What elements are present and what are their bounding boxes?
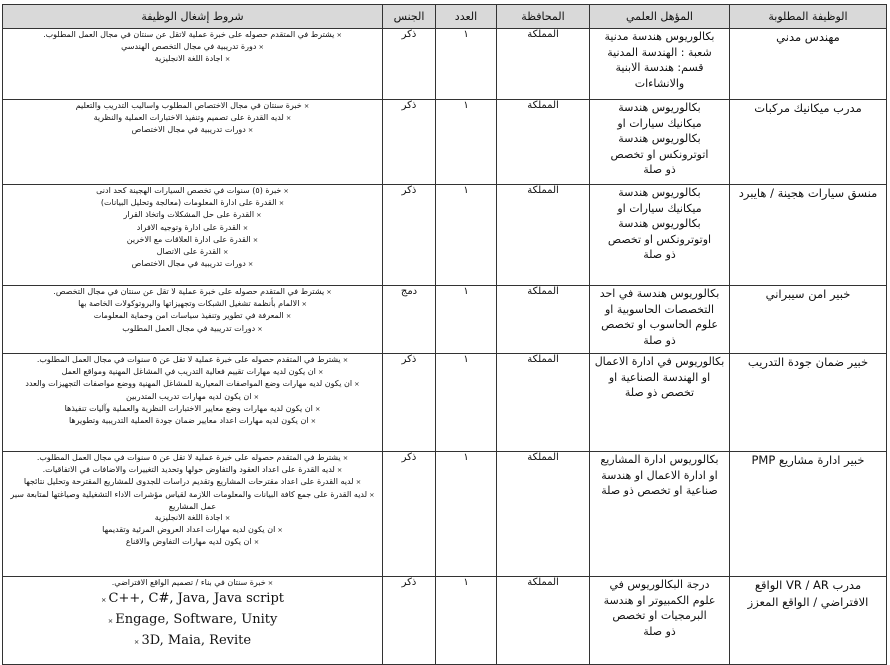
condition-item: × لديه القدرة على جمع كافة البيانات والمعلومات اللازمة لقياس مؤشرات الاداء التشغيلية وصياغتها لمتابعة سير عمل المشاريع xyxy=(3,489,382,512)
conditions-cell xyxy=(3,100,383,185)
condition-item: × اجادة اللغة الانجليزية xyxy=(3,512,382,524)
qualification-cell xyxy=(590,354,730,452)
header-gender: الجنس xyxy=(383,5,436,29)
count-cell: ١ xyxy=(436,100,497,185)
condition-item: × دورة تدريبية في مجال التخصص الهندسي xyxy=(3,41,382,53)
qualification-line: قسم: هندسة الابنية xyxy=(615,61,704,74)
conditions-cell xyxy=(3,29,383,100)
header-row xyxy=(3,5,887,29)
condition-item: × لديه القدرة على تصميم وتنفيذ الاختبارات العملية والنظرية xyxy=(3,112,382,124)
table-row xyxy=(3,286,887,354)
condition-item: × القدرة على حل المشكلات واتخاذ القرار xyxy=(3,209,382,221)
job-title: مدرب VR / AR الواقع الافتراضي / الواقع المعزز xyxy=(730,577,887,665)
condition-item: × C++, C#, Java, Java script xyxy=(3,589,382,610)
condition-item: × خبرة (٥) سنوات في تخصص السيارات الهجينة كحد ادنى xyxy=(3,185,382,197)
qualification-line: درجة البكالوريوس في xyxy=(609,578,710,591)
governorate-cell: المملكة xyxy=(497,185,590,286)
qualification-line: او ادارة الاعمال او هندسة xyxy=(601,468,718,482)
conditions-cell xyxy=(3,354,383,452)
qualification-line: بكالوريوس هندسة xyxy=(618,186,701,199)
condition-item: × الالمام بأنظمة تشغيل الشبكات وتجهيزاتها والبروتوكولات الخاصة بها xyxy=(3,298,382,310)
header-job: الوظيفة المطلوبة xyxy=(730,5,887,29)
job-title: مهندس مدني xyxy=(730,29,887,100)
qualification-line: بكالوريوس ادارة المشاريع xyxy=(600,453,719,466)
qualification-line: بكالوريوس في ادارة الاعمال xyxy=(594,355,725,368)
count-cell: ١ xyxy=(436,29,497,100)
condition-item: × يشترط في المتقدم حصوله على خبرة عملية لا تقل عن ٥ سنوات في مجال العمل المطلوب. xyxy=(3,354,382,366)
condition-item: × لديه القدرة على اعداد العقود والتفاوض حولها وتحديد التغييرات والاضافات في الاتفاقيات. xyxy=(3,464,382,476)
condition-item: × ان يكون لديه مهارات اعداد معايير ضمان جودة العملية التدريبية وتطويرها xyxy=(3,415,382,427)
qualification-line: التخصصات الحاسوبية او xyxy=(604,302,714,316)
count-cell: ١ xyxy=(436,577,497,665)
header-count: العدد xyxy=(436,5,497,29)
qualification-line: او الهندسة الصناعية او xyxy=(608,370,711,384)
condition-item: × القدرة على ادارة وتوجيه الافراد xyxy=(3,222,382,234)
qualification-line: اوتوترونكس او تخصص xyxy=(607,232,712,246)
condition-item: × اجادة اللغة الانجليزية xyxy=(3,53,382,65)
header-governorate: المحافظة xyxy=(497,5,590,29)
qualification-cell xyxy=(590,286,730,354)
governorate-cell: المملكة xyxy=(497,100,590,185)
job-title: منسق سيارات هجينة / هايبرد xyxy=(730,185,887,286)
qualification-cell xyxy=(590,577,730,665)
qualification-cell xyxy=(590,29,730,100)
condition-item: × يشترط في المتقدم حصوله على خبرة عملية لا تقل عن سنتان في مجال التخصص. xyxy=(3,286,382,298)
table-row xyxy=(3,354,887,452)
qualification-line: ذو صلة xyxy=(643,163,676,176)
governorate-cell: المملكة xyxy=(497,577,590,665)
qualification-line: علوم الحاسوب او تخصص xyxy=(601,318,718,331)
table-row xyxy=(3,29,887,100)
qualification-cell xyxy=(590,100,730,185)
qualification-line: ذو صلة xyxy=(643,624,676,638)
gender-cell: ذكر xyxy=(383,100,436,185)
conditions-cell xyxy=(3,185,383,286)
qualification-line: بكالوريوس هندسة xyxy=(618,217,701,230)
qualification-line: علوم الكمبيوتر او هندسة xyxy=(603,593,716,607)
qualification-line: بكالوريوس هندسة في احد xyxy=(599,287,720,300)
condition-item: × القدرة على ادارة المعلومات (معالجة وتحليل البيانات) xyxy=(3,197,382,209)
gender-cell: دمج xyxy=(383,286,436,354)
gender-cell: ذكر xyxy=(383,29,436,100)
table-row xyxy=(3,185,887,286)
qualification-line: صناعية او تخصص ذو صلة xyxy=(601,484,718,497)
gender-cell: ذكر xyxy=(383,185,436,286)
count-cell: ١ xyxy=(436,185,497,286)
job-title: خبير امن سيبراني xyxy=(730,286,887,354)
qualification-line: ذو صلة xyxy=(643,333,676,347)
conditions-cell xyxy=(3,286,383,354)
header-conditions: شروط إشغال الوظيفة xyxy=(3,5,383,29)
conditions-cell xyxy=(3,577,383,665)
condition-item: × ان يكون لديه مهارات وضع المواصفات المعيارية للمشاغل المهنية ووضع مواصفات التجهيزات والعدد xyxy=(3,378,382,390)
gender-cell: ذكر xyxy=(383,452,436,577)
condition-item: × القدرة على الاتصال xyxy=(3,246,382,258)
condition-item: × دورات تدريبية في مجال الاختصاص xyxy=(3,124,382,136)
qualification-line: ميكانيك سيارات او xyxy=(617,201,702,215)
conditions-cell xyxy=(3,452,383,577)
table-row xyxy=(3,100,887,185)
qualification-cell xyxy=(590,185,730,286)
condition-item: × المعرفة في تطوير وتنفيذ سياسات امن وحماية المعلومات xyxy=(3,310,382,322)
job-title: مدرب ميكانيك مركبات xyxy=(730,100,887,185)
qualification-cell xyxy=(590,452,730,577)
condition-item: × ان يكون لديه مهارات تقييم فعالية التدريب في المشاغل المهنية ومواقع العمل xyxy=(3,366,382,378)
condition-item: × لديه القدرة على اعداد مقترحات المشاريع وتقديم دراسات للجدوى للمشاريع المقترحة وتحليل نتائجها xyxy=(3,476,382,488)
count-cell: ١ xyxy=(436,286,497,354)
table-row xyxy=(3,577,887,665)
qualification-line: بكالوريوس هندسة xyxy=(618,132,701,145)
condition-item: × يشترط في المتقدم حصوله على خبرة عملية لاتقل عن سنتان في مجال العمل المطلوب. xyxy=(3,29,382,41)
qualification-line: بكالوريوس هندسة مدنية xyxy=(604,30,715,43)
condition-item: × دورات تدريبية في مجال العمل المطلوب xyxy=(3,323,382,335)
governorate-cell: المملكة xyxy=(497,354,590,452)
governorate-cell: المملكة xyxy=(497,452,590,577)
qualification-line: تخصص ذو صلة xyxy=(624,386,695,399)
job-title: خبير ضمان جودة التدريب xyxy=(730,354,887,452)
condition-item: × ان يكون لديه مهارات تدريب المتدربين xyxy=(3,391,382,403)
gender-cell: ذكر xyxy=(383,577,436,665)
count-cell: ١ xyxy=(436,452,497,577)
condition-item: × خبرة سنتان في بناء / تصميم الواقع الافتراضي. xyxy=(3,577,382,589)
condition-item: × يشترط في المتقدم حصوله على خبرة عملية لا تقل عن ٥ سنوات في مجال العمل المطلوب. xyxy=(3,452,382,464)
qualification-line: بكالوريوس هندسة xyxy=(618,101,701,114)
governorate-cell: المملكة xyxy=(497,286,590,354)
qualification-line: ذو صلة xyxy=(643,248,676,261)
qualification-line: شعبة : الهندسة المدنية xyxy=(607,45,712,59)
table-row xyxy=(3,452,887,577)
condition-item: × دورات تدريبية في مجال الاختصاص xyxy=(3,258,382,270)
qualification-line: اتوترونكس او تخصص xyxy=(610,147,709,161)
governorate-cell: المملكة xyxy=(497,29,590,100)
job-title: خبير ادارة مشاريع PMP xyxy=(730,452,887,577)
condition-item: × خبرة سنتان في مجال الاختصاص المطلوب واساليب التدريب والتعليم xyxy=(3,100,382,112)
qualification-line: ميكانيك سيارات او xyxy=(617,116,702,130)
condition-item: × ان يكون لديه مهارات التفاوض والاقناع xyxy=(3,536,382,548)
qualification-line: والانشاءات xyxy=(634,76,685,90)
count-cell: ١ xyxy=(436,354,497,452)
condition-item: × ان يكون لديه مهارات اعداد العروض المرئية وتقديمها xyxy=(3,524,382,536)
condition-item: × القدرة على ادارة العلاقات مع الاخرين xyxy=(3,234,382,246)
condition-item: × Engage, Software, Unity xyxy=(3,610,382,631)
gender-cell: ذكر xyxy=(383,354,436,452)
condition-item: × 3D, Maia, Revite xyxy=(3,631,382,652)
qualification-line: البرمجيات او تخصص xyxy=(612,609,707,622)
header-qualification: المؤهل العلمي xyxy=(590,5,730,29)
jobs-table xyxy=(2,4,887,665)
condition-item: × ان يكون لديه مهارات وضع معايير الاختبارات النظرية والعملية وآليات تنفيذها xyxy=(3,403,382,415)
